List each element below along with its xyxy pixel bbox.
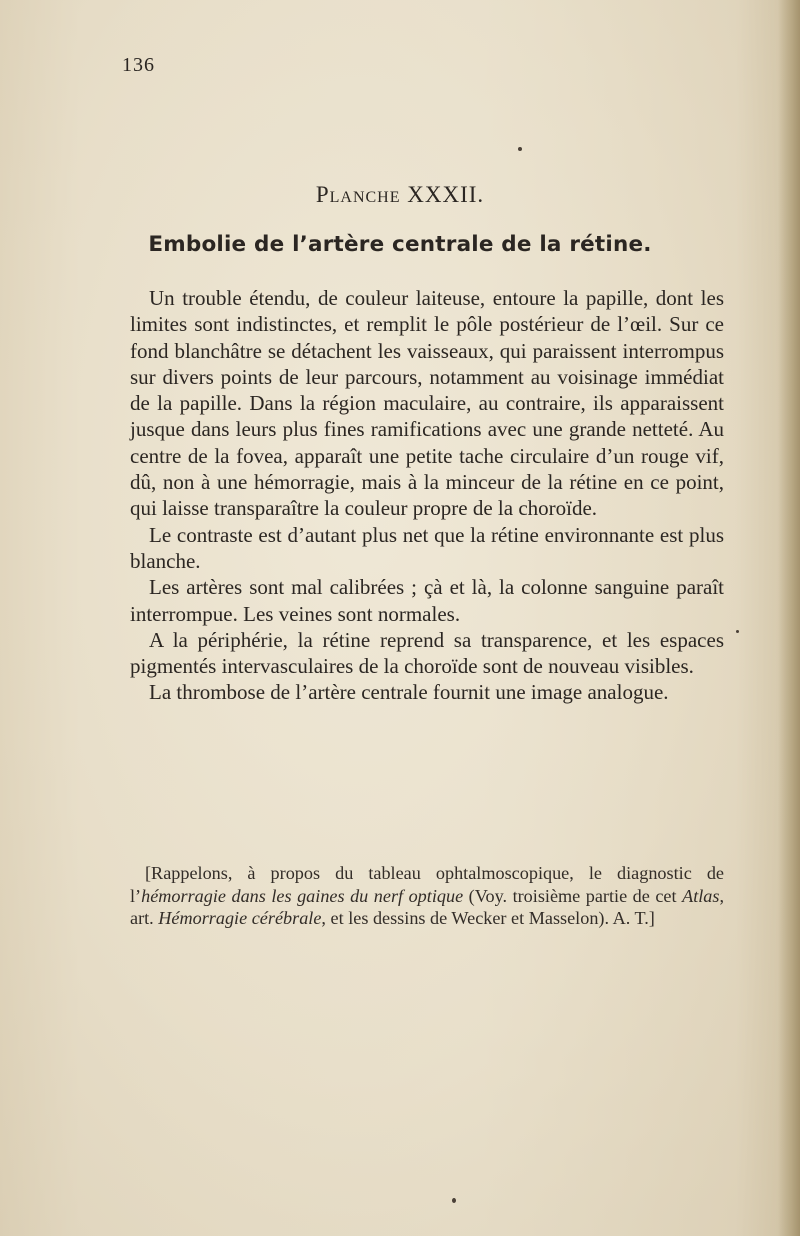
note-paragraph bbox=[130, 862, 724, 930]
body-text bbox=[130, 285, 724, 706]
paragraph: Un trouble étendu, de couleur laiteuse, entoure la papille, dont les limites sont indistinctes, et remplit le pôle postérieur de l’œil. Sur ce fond blanchâtre se détachent les vaisseaux, qui paraissent interrompus sur divers points de leur parcours, notamment au voisinage immédiat de la papille. Dans la région maculaire, au contraire, ils apparaissent jusque dans leurs plus fines ramifications avec une grande netteté. Au centre de la fovea, apparaît une petite tache circulaire d’un rouge vif, dû, non à une hémorragie, mais à la minceur de la rétine en ce point, qui laisse transparaître la couleur propre de la choroïde. bbox=[130, 286, 724, 521]
note-text: (Voy. troisième partie de cet bbox=[463, 885, 683, 906]
ink-speck bbox=[736, 630, 739, 633]
note-italic: hémorragie dans les gaines du nerf optique bbox=[141, 885, 464, 906]
note-text: [Rappelons, à propos du tableau ophtalmoscopique, le diagnostic de l’ bbox=[130, 863, 724, 906]
ink-speck bbox=[452, 1198, 456, 1203]
editor-note bbox=[130, 862, 724, 930]
note-italic: Atlas bbox=[682, 885, 720, 906]
paragraph: Les artères sont mal calibrées ; çà et là, la colonne sanguine paraît interrompue. Les veines sont normales. bbox=[130, 575, 724, 626]
section-title: Embolie de l’artère centrale de la rétine. bbox=[148, 232, 652, 257]
plate-title: Planche XXXII. bbox=[315, 182, 485, 207]
paragraph: A la périphérie, la rétine reprend sa transparence, et les espaces pigmentés intervasculaires de la choroïde sont de nouveau visibles. bbox=[130, 627, 724, 679]
paragraph: Le contraste est d’autant plus net que la rétine environnante est plus blanche. bbox=[130, 522, 724, 573]
paragraph: La thrombose de l’artère centrale fournit une image analogue. bbox=[149, 680, 669, 705]
note-text: , art. bbox=[130, 885, 725, 929]
note-text: , et les dessins de Wecker et Masselon). A. T.] bbox=[321, 908, 655, 929]
ink-speck bbox=[518, 147, 522, 151]
page-number: 136 bbox=[122, 54, 155, 76]
note-italic: Hémorragie cérébrale bbox=[158, 908, 322, 929]
